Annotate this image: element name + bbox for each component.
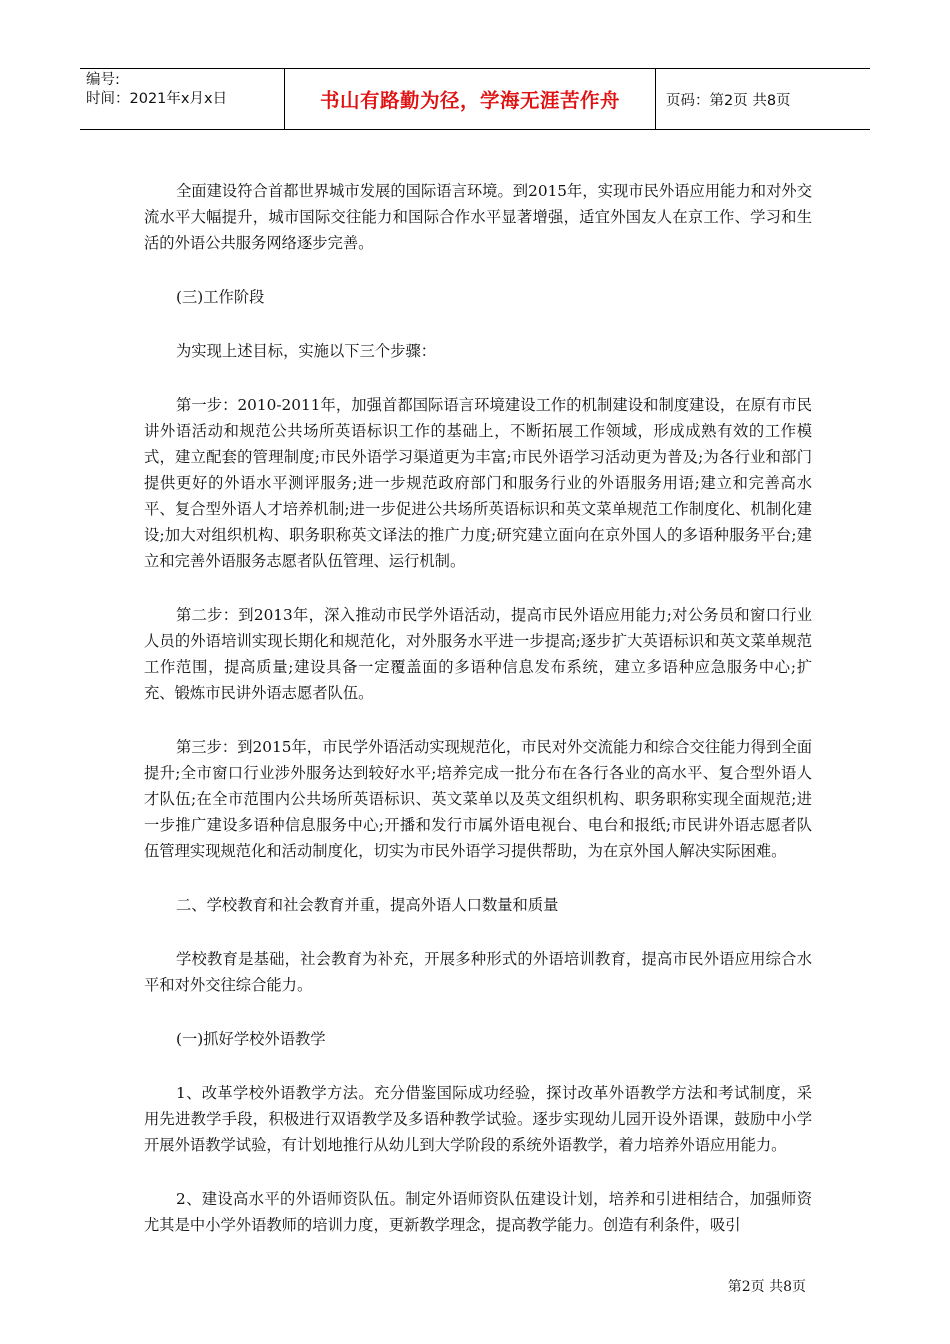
paragraph: 1、改革学校外语教学方法。充分借鉴国际成功经验，探讨改革外语教学方法和考试制度，采用先进教学手段，积极进行双语教学及多语种教学试验。逐步实现幼儿园开设外语课，鼓励中小学开展外语教学试验，有计划地推行从幼儿到大学阶段的系统外语教学，着力培养外语应用能力。 — [144, 1084, 812, 1154]
page-header — [80, 68, 870, 130]
paragraph: 第二步：到2013年，深入推动市民学外语活动，提高市民外语应用能力;对公务员和窗口行业人员的外语培训实现长期化和规范化，对外服务水平进一步提高;逐步扩大英语标识和英文菜单规范工作范围，提高质量;建设具备一定覆盖面的多语种信息发布系统，建立多语种应急服务中心;扩充、锻炼市民讲外语志愿者队伍。 — [144, 606, 812, 702]
date-label: 时间：2021年x月x日 — [86, 91, 228, 107]
paragraph: 第一步：2010-2011年，加强首都国际语言环境建设工作的机制建设和制度建设，在原有市民讲外语活动和规范公共场所英语标识工作的基础上，不断拓展工作领域，形成成熟有效的工作模式，建立配套的管理制度;市民外语学习渠道更为丰富;市民外语学习活动更为普及;为各行业和部门提供更好的外语水平测评服务;进一步规范政府部门和服务行业的外语服务用语;建立和完善高水平、复合型外语人才培养机制;进一步促进公共场所英语标识和英文菜单规范工作制度化、机制化建设;加大对组织机构、职务职称英文译法的推广力度;研究建立面向在京外国人的多语种服务平台;建立和完善外语服务志愿者队伍管理、运行机制。 — [144, 396, 812, 570]
paragraph: 全面建设符合首都世界城市发展的国际语言环境。到2015年，实现市民外语应用能力和对外交流水平大幅提升，城市国际交往能力和国际合作水平显著增强，适宜外国友人在京工作、学习和生活的外语公共服务网络逐步完善。 — [144, 182, 812, 252]
section-heading: (三)工作阶段 — [176, 288, 265, 306]
document-body — [144, 178, 812, 1238]
paragraph: 学校教育是基础，社会教育为补充，开展多种形式的外语培训教育，提高市民外语应用综合水平和对外交往综合能力。 — [144, 950, 812, 994]
paragraph: 2、建设高水平的外语师资队伍。制定外语师资队伍建设计划，培养和引进相结合，加强师资尤其是中小学外语教师的培训力度，更新教学理念，提高教学能力。创造有利条件，吸引 — [144, 1190, 812, 1234]
header-motto-cell — [284, 69, 656, 129]
header-page-cell — [656, 69, 870, 129]
number-label: 编号: — [86, 72, 120, 88]
page-footer — [728, 1276, 806, 1296]
header-meta — [80, 69, 284, 129]
header-page-label: 页码：第2页 共8页 — [666, 92, 791, 109]
paragraph: 为实现上述目标，实施以下三个步骤： — [176, 342, 437, 360]
motto-text: 书山有路勤为径，学海无涯苦作舟 — [319, 89, 620, 112]
section-heading: 二、学校教育和社会教育并重，提高外语人口数量和质量 — [176, 896, 559, 914]
footer-page-label: 第2页 共8页 — [727, 1279, 806, 1295]
section-heading: (一)抓好学校外语教学 — [176, 1030, 326, 1048]
paragraph: 第三步：到2015年，市民学外语活动实现规范化，市民对外交流能力和综合交往能力得到全面提升;全市窗口行业涉外服务达到较好水平;培养完成一批分布在各行各业的高水平、复合型外语人才队伍;在全市范围内公共场所英语标识、英文菜单以及英文组织机构、职务职称实现全面规范;进一步推广建设多语种信息服务中心;开播和发行市属外语电视台、电台和报纸;市民讲外语志愿者队伍管理实现规范化和活动制度化，切实为市民外语学习提供帮助，为在京外国人解决实际困难。 — [144, 738, 812, 860]
